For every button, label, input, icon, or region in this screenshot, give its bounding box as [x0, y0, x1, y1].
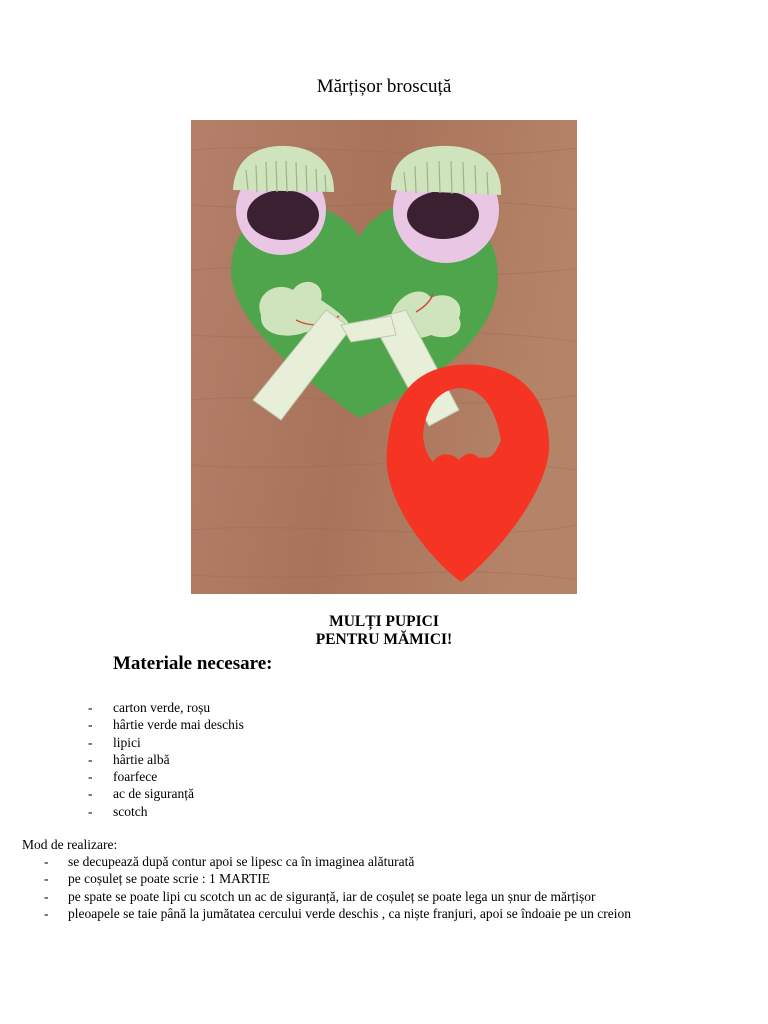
list-item: - carton verde, roșu — [88, 699, 244, 716]
slogan — [0, 613, 768, 649]
list-item: - pleoapele se taie până la jumătatea cercului verde deschis , ca niște franjuri, apoi se îndoaie pe un creion — [44, 905, 631, 922]
list-item: - scotch — [88, 803, 244, 820]
list-item: - ac de siguranță — [88, 785, 244, 802]
list-item: - lipici — [88, 734, 244, 751]
list-item: - hârtie verde mai deschis — [88, 716, 244, 733]
materials-list — [88, 699, 244, 820]
list-item: - hârtie albă — [88, 751, 244, 768]
list-item: - pe coșuleț se poate scrie : 1 MARTIE — [44, 870, 631, 887]
list-item: - se decupează după contur apoi se lipesc ca în imaginea alăturată — [44, 853, 631, 870]
method-steps-list — [44, 853, 631, 922]
materials-heading: Materiale necesare: — [113, 653, 273, 674]
slogan-line-1: MULȚI PUPICI — [329, 613, 439, 630]
list-item: - pe spate se poate lipi cu scotch un ac de siguranță, iar de coșuleț se poate lega un șnur de mărțișor — [44, 888, 631, 905]
list-item: - foarfece — [88, 768, 244, 785]
document-title: Mărțișor broscuță — [316, 76, 452, 97]
right-eye — [391, 146, 501, 263]
frog-craft-photo — [191, 120, 577, 594]
slogan-line-2: PENTRU MĂMICI! — [315, 631, 453, 648]
method-heading: Mod de realizare: — [22, 837, 118, 852]
